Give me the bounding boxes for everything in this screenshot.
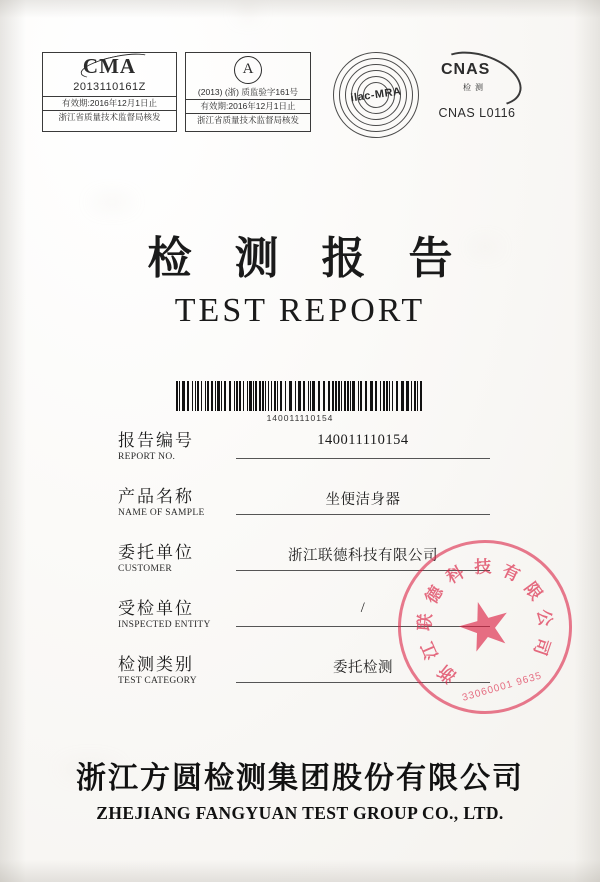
field-label (118, 594, 230, 630)
ilac-mra-icon (333, 52, 419, 138)
barcode-image (176, 381, 424, 411)
field-row (118, 424, 490, 480)
seal-char: 公 (533, 607, 555, 628)
company-name-en: ZHEJIANG FANGYUAN TEST GROUP CO., LTD. (96, 803, 504, 823)
field-label-cn: 报告编号 (118, 431, 194, 450)
field-row (118, 648, 490, 704)
field-label (118, 426, 230, 462)
barcode-number: 140011110154 (266, 413, 334, 423)
document-title-cn: 检 测 报 告 (147, 234, 469, 283)
ca-mark (185, 52, 311, 132)
field-label-cn: 产品名称 (118, 487, 194, 506)
seal-char: 技 (473, 557, 492, 577)
field-label (118, 482, 230, 518)
cma-validity: 有效期:2016年12月1日止 (43, 96, 176, 109)
field-label-cn: 受检单位 (118, 599, 194, 618)
field-label-en: INSPECTED ENTITY (118, 620, 211, 630)
paper-speck (240, 6, 256, 16)
cma-logo-text: CMA (82, 54, 137, 78)
certification-marks (36, 52, 564, 152)
field-row (118, 536, 490, 592)
field-row (118, 592, 490, 648)
company-name-cn: 浙江方圆检测集团股份有限公司 (76, 762, 524, 795)
cnas-logo-subtext: 检 测 (463, 83, 484, 92)
scan-edge-shadow (0, 0, 26, 882)
ca-issuer: 浙江省质量技术监督局核发 (186, 113, 310, 126)
document-title-en: TEST REPORT (174, 292, 426, 329)
paper-speck (92, 196, 132, 208)
seal-char: 司 (529, 635, 554, 658)
seal-char: 德 (421, 582, 447, 608)
field-value: 委托检测 (236, 656, 490, 683)
ca-certificate-no: (2013) (浙) 质监验字161号 (197, 87, 299, 97)
report-fields (118, 424, 490, 704)
seal-char: 江 (417, 639, 442, 663)
cnas-mark (429, 52, 525, 120)
field-label-cn: 检测类别 (118, 655, 194, 674)
cma-logo-icon (83, 55, 136, 77)
cma-certificate-no: 2013110161Z (73, 81, 146, 93)
field-value: 坐便洁身器 (236, 488, 490, 515)
seal-char: 科 (442, 562, 468, 588)
field-value: / (236, 600, 490, 627)
field-label-en: TEST CATEGORY (118, 676, 197, 686)
field-label-en: REPORT NO. (118, 452, 176, 462)
seal-code: 33060001 9635 (461, 670, 544, 704)
cnas-logo-icon (429, 52, 525, 108)
scan-edge-shadow (0, 860, 600, 882)
cma-mark (42, 52, 177, 132)
cma-issuer: 浙江省质量技术监督局核发 (43, 110, 176, 123)
seal-char: 联 (415, 613, 436, 632)
barcode-block (0, 372, 600, 423)
cnas-logo-text: CNAS (441, 61, 491, 78)
field-label-cn: 委托单位 (118, 543, 194, 562)
cnas-accreditation-code: CNAS L0116 (438, 106, 516, 120)
issuing-organization (0, 753, 600, 824)
ilac-mra-label: ilac-MRA (349, 85, 403, 105)
field-label (118, 538, 230, 574)
field-row (118, 480, 490, 536)
field-value: 浙江联德科技有限公司 (236, 544, 490, 571)
seal-char: 浙 (434, 660, 460, 687)
field-label (118, 650, 230, 686)
ca-validity: 有效期:2016年12月1日止 (186, 99, 310, 112)
scan-edge-shadow (0, 0, 600, 18)
field-label-en: NAME OF SAMPLE (118, 508, 205, 518)
field-value: 140011110154 (236, 432, 490, 459)
field-label-en: CUSTOMER (118, 564, 172, 574)
ca-logo-icon: A (234, 56, 262, 84)
seal-char: 有 (499, 560, 523, 586)
scan-edge-shadow (574, 0, 600, 882)
seal-char: 限 (520, 578, 546, 604)
